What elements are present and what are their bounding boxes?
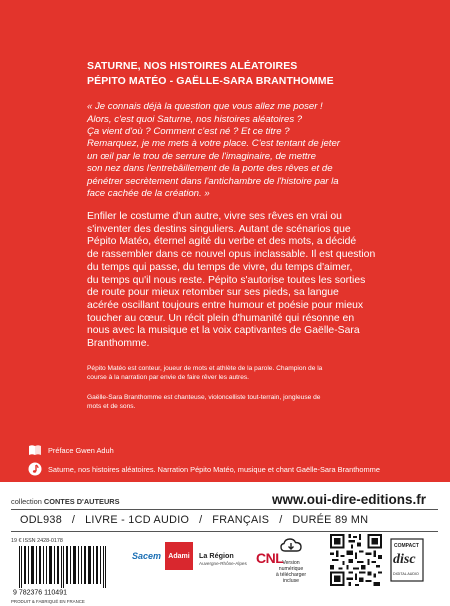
- made-in-france: PRODUIT & FABRIQUÉ EN FRANCE: [11, 599, 85, 604]
- region-name: La Région: [199, 551, 234, 560]
- download-text-line: Version numérique: [278, 560, 304, 572]
- extra-preface: [28, 443, 114, 457]
- desc-line: s'inventer des destins singuliers. Autant de scénarios que: [87, 223, 351, 235]
- desc-line: Pépito Matéo, éternel agité du verbe et des mots, a décidé: [87, 236, 357, 248]
- collection-name: CONTES D'AUTEURS: [43, 497, 120, 506]
- download-text-line: incluse: [282, 578, 300, 584]
- quote-line: Alors, c'est quoi Saturne, nos histoires aléatoires ?: [87, 113, 303, 125]
- quote-line: « Je connais déjà la question que vous allez me poser !: [87, 101, 323, 112]
- author-bio-branthomme: [87, 393, 399, 411]
- quote-block-1: [87, 101, 405, 139]
- download-text-line: à télécharger: [275, 572, 307, 578]
- quote-line: un œil par le trou de serrure de l'imaginaire, de mettre: [87, 150, 316, 162]
- extra-label: Préface Gwen Aduh: [48, 445, 114, 455]
- desc-line: du temps qu'il nous reste. Pépito s'autorise toutes les sorties: [87, 274, 366, 286]
- price-issn: 19 € ISSN 2428-0178: [11, 538, 63, 544]
- divider: [11, 531, 438, 532]
- disc-logo-bottom: DIGITAL AUDIO: [393, 572, 419, 576]
- divider: [11, 509, 438, 510]
- compact-disc-logo: [390, 538, 424, 582]
- extra-label: Saturne, nos histoires aléatoires. Narration Pépito Matéo, musique et chant Gaëlle-Sara Branthomme: [48, 464, 380, 474]
- region-sub: Auvergne-Rhône-Alpes: [199, 561, 247, 566]
- desc-line: de rassembler dans ce nouvel opus inclassable. Il est question: [87, 249, 376, 261]
- bio-line: Pépito Matéo est conteur, joueur de mots et athlète de la parole. Champion de la: [87, 365, 323, 372]
- publisher-website[interactable]: www.oui-dire-editions.fr: [272, 492, 426, 507]
- bio-line: course à la narration par envie de faire rêver les autres.: [87, 374, 249, 381]
- cloud-download-icon: [280, 537, 302, 553]
- desc-line: acérée oscillant toujours entre humour et poésie pour mieux: [87, 299, 364, 311]
- cnl-logo: CNL: [256, 550, 284, 566]
- collection-prefix: collection: [11, 497, 42, 506]
- quote-block-2: [87, 138, 405, 201]
- product-info-line: ODL938 / LIVRE - 1CD AUDIO / FRANÇAIS / DURÉE 89 MN: [20, 514, 369, 526]
- book-authors: PÉPITO MATÉO - GAËLLE-SARA BRANTHOMME: [87, 75, 334, 87]
- desc-line: nous avec la musique et la voix captivantes de Gaëlle-Sara: [87, 325, 360, 337]
- desc-line: de route pour mieux retomber sur ses pieds, sa langue: [87, 287, 339, 299]
- desc-line: toucher au cœur. Un récit plein d'humanité qui résonne en: [87, 312, 355, 324]
- book-description: [87, 211, 405, 351]
- desc-line: du temps qui passe, du temps de vivre, du temps d'aimer,: [87, 261, 353, 273]
- quote-line: pénétrer secrètement dans l'antichambre de l'histoire par la: [87, 175, 339, 187]
- disc-logo-main: disc: [393, 552, 416, 567]
- book-icon: [28, 443, 42, 457]
- bio-line: Gaëlle-Sara Branthomme est chanteuse, violoncelliste tout-terrain, jongleuse de: [87, 394, 321, 401]
- barcode-number: 9 782376 110491: [13, 589, 67, 597]
- quote-line: face cachée de la création. »: [87, 188, 210, 200]
- desc-line: Branthomme.: [87, 338, 150, 350]
- sacem-logo-text: Sacem: [132, 551, 162, 561]
- digital-download-badge: [270, 537, 312, 584]
- music-note-icon: [28, 462, 42, 476]
- extra-track: [28, 462, 380, 476]
- region-logo: [199, 551, 247, 566]
- quote-line: son nez dans l'entrebâillement de la porte des rêves et de: [87, 163, 333, 175]
- qr-code[interactable]: [330, 534, 382, 586]
- disc-logo-top: COMPACT: [394, 543, 419, 549]
- book-title: SATURNE, NOS HISTOIRES ALÉATOIRES: [87, 60, 298, 72]
- adami-logo: Adami: [165, 542, 193, 570]
- quote-line: Remarquez, je me mets à votre place. C'est tentant de jeter: [87, 138, 340, 149]
- bio-line: mots et de sons.: [87, 403, 136, 410]
- desc-line: Enfiler le costume d'un autre, vivre ses rêves en vrai ou: [87, 211, 342, 222]
- barcode: [11, 546, 119, 596]
- collection-label: [11, 497, 120, 506]
- sacem-logo: [131, 545, 162, 565]
- author-bio-matéo: [87, 364, 399, 382]
- quote-line: Ça vient d'où ? Comment c'est né ? Et ce titre ?: [87, 126, 290, 138]
- download-text: [270, 560, 312, 584]
